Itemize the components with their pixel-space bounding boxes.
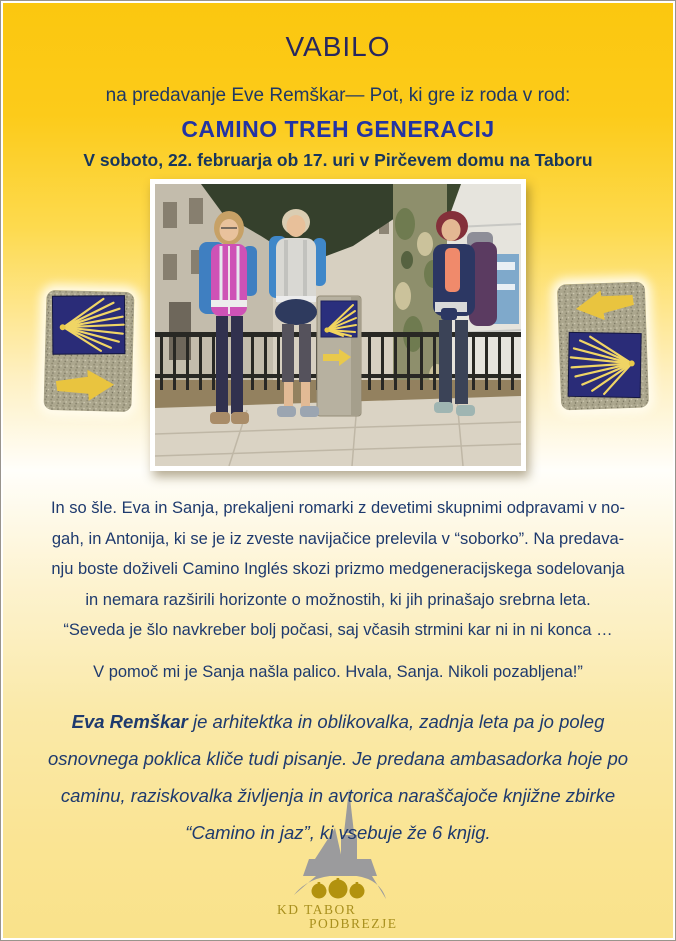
bio-line bbox=[3, 703, 673, 740]
shell-marker-right bbox=[557, 282, 649, 411]
stone-waymark-icon bbox=[317, 296, 361, 416]
quote-paragraph bbox=[3, 609, 673, 693]
bio-line: osnovnega poklica kliče tudi pisanje. Je predana ambasadorka hoje po bbox=[47, 748, 629, 769]
intro-line: In so šle. Eva in Sanja, prekaljeni romarki z devetimi skupnimi odpravami v no- bbox=[50, 499, 626, 517]
flyer-title: VABILO bbox=[285, 31, 391, 62]
bio-line: “Camino in jaz”, ki vsebuje že 6 knjig. bbox=[185, 822, 491, 843]
logo-org-name-line2: PODBREZJE bbox=[309, 916, 398, 931]
group-photo bbox=[150, 179, 526, 471]
shell-marker-left bbox=[43, 290, 134, 412]
event-details: V soboto, 22. februarja ob 17. uri v Pirčevem domu na Taboru bbox=[83, 150, 593, 170]
three-pilgrims-photo-icon bbox=[155, 184, 521, 466]
speaker-name: Eva Remškar bbox=[71, 711, 188, 732]
logo-org-name-line1: KD TABOR bbox=[277, 902, 357, 917]
intro-paragraph bbox=[3, 493, 673, 615]
bio-line-rest: je arhitektka in oblikovalka, zadnja leta pa jo poleg bbox=[187, 711, 605, 732]
flyer-background bbox=[3, 3, 673, 938]
camino-shell-arrow-right-icon bbox=[43, 290, 134, 412]
bio-paragraph bbox=[3, 703, 673, 851]
event-title: CAMINO TREH GENERACIJ bbox=[181, 116, 495, 142]
quote-line: “Seveda je šlo navkreber bolj počasi, saj včasih strmini kar ni in ni konca … bbox=[63, 621, 613, 639]
bio-line: caminu, raziskovalka življenja in avtorica naraščajoče knjižne zbirke bbox=[60, 785, 616, 806]
intro-line: in nemara razširili horizonte o možnostih, ki jih prinašajo srebrna leta. bbox=[85, 590, 591, 609]
intro-line: gah, in Antonija, ki se je iz zveste navijačice prelevila v “soborko”. Na predava- bbox=[51, 529, 625, 548]
camino-shell-arrow-left-icon bbox=[557, 282, 649, 411]
quote-line: V pomoč mi je Sanja našla palico. Hvala, Sanja. Nikoli pozabljena!” bbox=[93, 663, 583, 681]
intro-line: nju boste doživeli Camino Inglés skozi prizmo medgeneracijskega sodelovanja bbox=[51, 560, 625, 578]
flyer-subtitle: na predavanje Eve Remškar— Pot, ki gre iz roda v rod: bbox=[105, 85, 571, 106]
